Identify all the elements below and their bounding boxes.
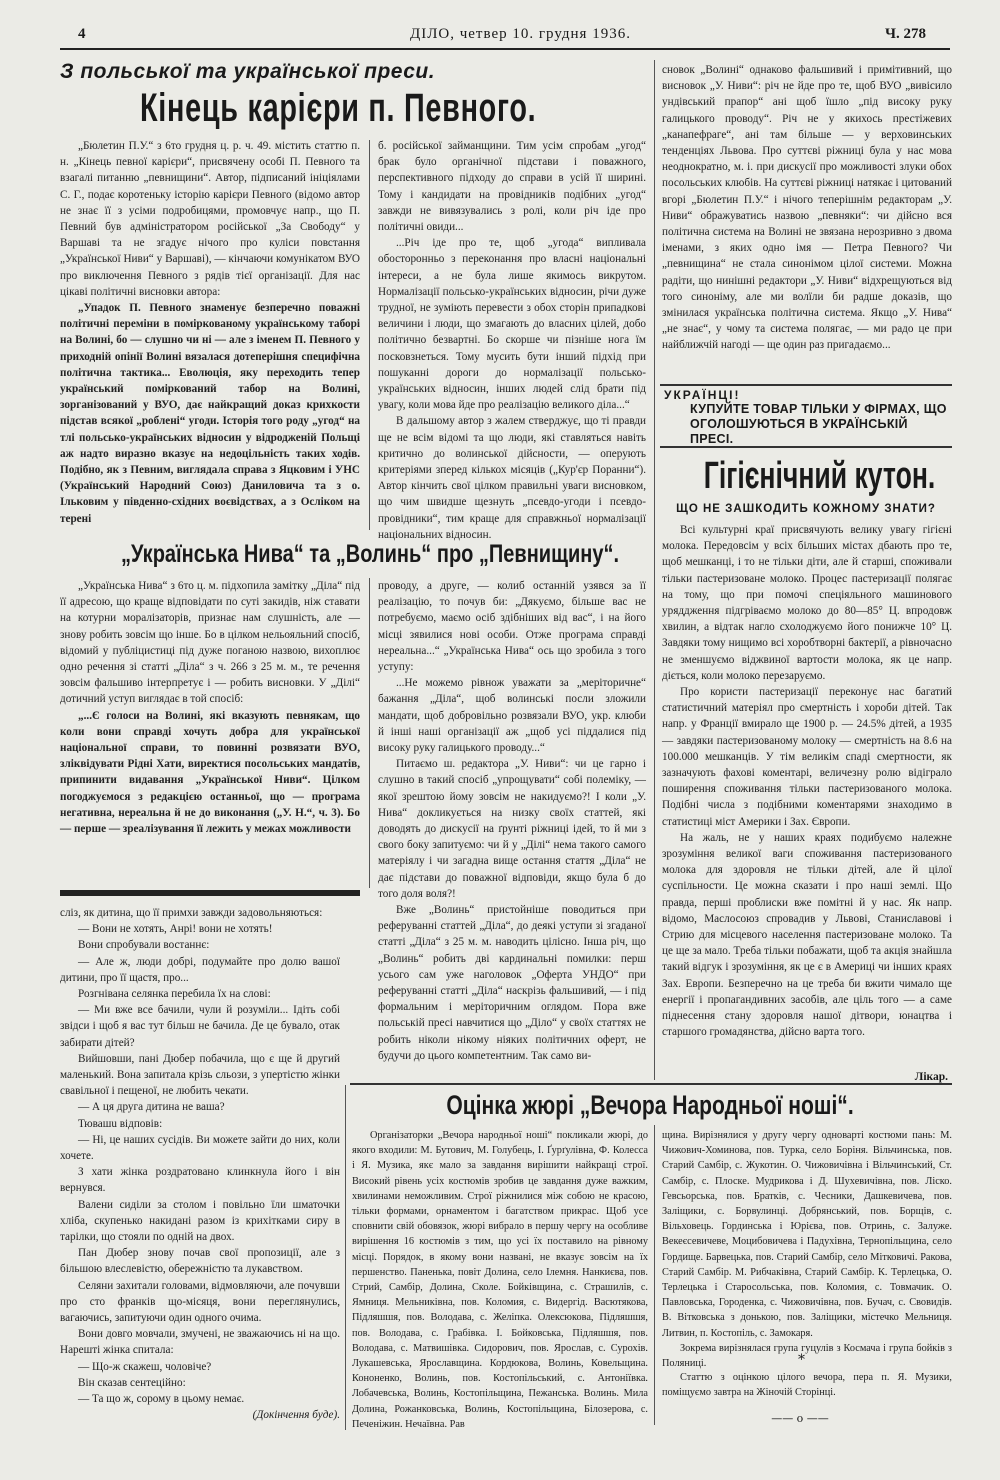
article3-subhead: ЩО НЕ ЗАШКОДИТЬ КОЖНОМУ ЗНАТИ?	[676, 503, 936, 515]
story-paragraph: Пан Дюбер знову почав свої пропозиції, але з більшою влеслевістю, обережністю та лукавством.	[60, 1247, 340, 1276]
section-kicker: З польської та української преси.	[60, 60, 436, 83]
article3-paragraph: Про користи пастеризації переконує нас багатий статистичний матеріял про смертність і хороби дітей. Так напр. у Франції вмирало ще 1900 р. — 24.5% дітей, а 1935 — завдяки пастеризованому молоку — смертність на 8.6 на 100.000 мешканців. У тім великім спаді смертности, як зазначують фахові коментарі, величезну ролю відіграло поширення споживання тільки пастеризованого молока. Подібні числа з подібними коментарями знаходимо в статистиці міст Америки і Зах. Європи.	[662, 686, 952, 828]
article4-paragraph: Зокрема вирізнялася група гуцулів з Космача і група бойків з Поляниці.	[662, 1342, 952, 1370]
column-rule	[345, 1085, 346, 1430]
article1-paragraph: В дальшому автор з жалем стверджує, що ті правди ще не всім відомі та що люди, які ставляться навіть критично до волинської дійсности, — оперують критеріями зперед кількох місяців („Кур'єр Поранни“). Автор кінчить свої цілком правильні уваги висновком, що чим швидше щезнуть „псевдо-угоди і псевдо-провідники“, тим краще для справжньої нормалізації національних відносин.	[378, 415, 646, 541]
story-paragraph: Розгнівана селянка перебила їх на слові:	[78, 988, 271, 1001]
story-paragraph: сліз, як дитина, що її примхи завжди задовольняються:	[60, 907, 323, 919]
article2-paragraph: Питаємо ш. редактора „У. Ниви“: чи це гарно і слушно в такий спосіб „упрощувати“ собі полеміку, — якої зрештою йому зовсім не накидуємо?! І коли „У. Нива“ докликується на низку своїх статтей, які доводять до дискусії на ґрунті ріжниці ідей, то й ми з свого боку запитуємо: чи й у „Ділі“ нема такого самого матеріялу і чи загадна вище остання стаття „Діла“ не дає підстави до поважної відповіди, якщо була б до того доля воля?!	[378, 758, 646, 900]
article1-paragraph: „Бюлетин П.У.“ з 6то грудня ц. р. ч. 49. містить статтю п. н. „Кінець певної карієри“, присвячену особі П. Певного та взагалі питанню „певнищини“. Автор, підписаний ініціялами С. Г., подає коротеньку історію карієри Певного (відомо автор не знає її з усіми подробицями, промовчує напр., що П. Певний був адміністратором російської „За Свободу“ у Варшаві та не згадує нічого про куліси повстання „Української Ниви“ у Варшаві), — кінчаючи комунікатом ВУО про виключення Певного з рядів тієї організації. Для нас цікаві політичні висновки автора:	[60, 140, 360, 298]
article2-column-1	[60, 578, 360, 888]
story-paragraph: Вони довго мовчали, змучені, не зважаючись ні на що. Нарешті жінка спитала:	[60, 1328, 340, 1357]
article3-signoff: Лікар.	[914, 1071, 948, 1083]
column-rule	[369, 140, 370, 530]
article4-note-text: Статтю з оцінкою цілого вечора, пера п. Я. Музики, поміщуємо завтра на Жіночій Сторінці.	[662, 1372, 952, 1399]
article4-column-1	[352, 1128, 648, 1428]
story-column	[60, 905, 340, 1430]
story-paragraph: — Ні, це наших сусідів. Ви можете зайти до них, коли хочете.	[60, 1133, 340, 1163]
article3-paragraph: Всі культурні краї присвячують велику увагу гігієні молока. Передовсім у всіх більших містах дбають про те, щоб мешканці, і то не тільки діти, але й старші, споживали тільки пастеризоване молоко. Процес пастеризації полягає на тому, що при помочі спеціяльного машинового уряддження підгріваємо молоко до 80—85° Ц. впродовж хвилин, а відтак нагло схолоджуємо його понижче 10° Ц. Завдяки тому нищимо всі хоробтворні бактерії, а рівночасно не зменшуємо віджвиної вартости молока, як це напр. діється, коли молоко перезаруємо.	[662, 524, 952, 682]
article4-note	[662, 1370, 952, 1410]
article2-paragraph: ...Не можемо рівнож уважати за „меріторичне“ бажання „Діла“, щоб волинські посли зложили мандати, щоб добровільно розвязали ВУО, укр. клюби й інші наші організації аж „щоб усі піддалися під високу руку галицького проводу...“	[378, 677, 646, 755]
article1-column-2	[378, 138, 646, 541]
story-paragraph: — Що-ж скажеш, чоловіче?	[78, 1360, 212, 1373]
story-continuation-note: (Докінчення буде).	[252, 1409, 340, 1422]
article2-headline: „Українська Нива“ та „Волинь“ про „Певнищину“.	[121, 540, 620, 568]
article3-body	[662, 522, 952, 1072]
section-divider	[60, 890, 360, 896]
article2-quote: „...Є голоси на Волині, які вказують певнякам, що коли вони справді хочуть добра для української національної справи, то повинні розвязати ВУО, зліквідувати Рідні Хати, виректися посольських мандатів, припинити видавання „Української Ниви“. Цілком погоджуємося з редакцією останньої, що — програма негативна, нереальна й не до виконання („У. Н.“, ч. 3). Бо — перше — зреалізування її лежить у межах можливости	[60, 709, 360, 836]
story-paragraph: З хати жінка роздратовано клинкнула його і він вернувся.	[60, 1166, 340, 1195]
story-paragraph: — Та що ж, сорому в цьому немає.	[78, 1393, 245, 1406]
section-divider	[350, 1083, 952, 1085]
article2-paragraph: Вже „Волинь“ пристойніше поводиться при реферуванні статтей „Діла“, до деякі уступи зі згаданої статті „Діла“ з 25 м. м. наводить цілісно. Інша річ, що „Волинь“ робить дві кардинальні помилки: перш усього сам уже наголовок „Оферта УНДО“ при реферуванні статті „Діла“ наскрізь фальшивий, — і під формальним і меріторичним оглядом. Пора вже польській пресі навчитися що „Діло“ у своїх статтях не робить ніколи нікому ніяких політичних оферт, не будучи до цього компетентним. Так само ви-	[378, 904, 646, 1062]
asterism: *	[798, 1352, 805, 1368]
story-paragraph: Валени сиділи за столом і повільно їли шматочки хліба, скупенько накидані разом із крихітками сиру в тарілки, що стояли по одній на двох.	[60, 1198, 340, 1244]
column-rule	[369, 578, 370, 888]
story-paragraph: Селяни захитали головами, відмовляючи, але почувши про сто франків що-місяця, вони переглянулись, вагаючись, запитуючи один одного очима.	[60, 1279, 340, 1325]
article1-paragraph: ...Річ іде про те, щоб „угода“ випливала обосторонньо з переконання про власні національні інтереси, а не була лише якимось викрутом. Нормалізації польсько-українських відносин, річи дуже трудної, не зуміють перевести з обох сторін припадкові величини і люди, що змагають до власних цілей, добо політично безвартні. Бо скорше чи пізніше нога їм посковзнеться. Тому мусить бути інший підхід при пошуканні дороги до нормалізації польсько-українських відносин, інших людей слід брати під увагу, коли мова йде про реалізацію великого діла...“	[378, 237, 646, 412]
article4-headline: Оцінка жюрі „Вечора Народньої ноші“.	[446, 1090, 854, 1120]
ad-lead: УКРАЇНЦІ!	[664, 388, 741, 402]
story-paragraph: Вони спробували востаннє:	[78, 939, 210, 952]
story-paragraph: — Вони не хотять, Анрі! вони не хотять!	[78, 923, 273, 936]
article1-quote: „Упадок П. Певного знаменує безперечно поважні політичні переміни в поміркованому українському таборі на Волині, бо — слушно чи ні — але з іменем П. Певного у приходній опінії Волині вязалася дотеперішня специфічна політична тактика... Еволюція, яку переходить тепер український поміркований табор на Волині, зорганізований у ВУО, дає найкращий доказ крихкости підстав всякої „роблені“ угоди. Історія того роду „угод“ на тлі польсько-українських відносин у відродженій Польщі аж надто виразно вказує на недоцільність таких ходів. Подібно, як з Певним, виглядала справа з Яцковим і УНС (Український Народний Союз) Даниловича та з о. Ільковим у південно-східних воєвідствах, а з Осліком на терені	[60, 302, 360, 525]
story-paragraph: Вийшовши, пані Дюбер побачила, що є ще й другий маленький. Вона запитала крізь сльози, з упертістю жінки свавільної і пещеної, не любить чекати.	[60, 1052, 340, 1098]
article3-paragraph: На жаль, не у наших краях подибуємо належне зрозуміння великої ваги споживання пастеризованого молока для здоровля не тільки дітей, але й цілої суспільности. Це можна сказати і про наші землі. Що правда, перші проблиски вже помітні й у нас. Як напр. відомо, Маслосоюз спровадив у Львові, Станиславові і Стрию для місцевого населення пастеризоване молоко. Та це ще за мало. Треба тільки побажати, щоб та акція знайшла такий відгук і зрозуміння, як це є в Америці чи інших краях Зах. Европи. Безперечно на це треба би вжити чимало ще енергії і пропагандивних засобів, але ціль того — а саме піднесення стану здоровля нашої дітвори, юнацтва і старшого громадянства, дійсно варта того.	[662, 831, 952, 1039]
article1-paragraph: сновок „Волині“ однаково фальшивий і примітивний, що висновок „У. Ниви“: річ не йде про те, щоб ВУО „вивісило ундівський прапор“ ані щоб їшло „під високу руку галицького проводу“. Річ не у якихось престіжевих „канапефраге“, ані там більше — у верховинських тенденціях Львова. Про суттєві ріжниці була у нас мова неоднократно, м. і. при дискусії про можливості злуки обох посольських клюбів. На суттєві ріжниці натякає і цитований вгорі „Бюлетин П.У.“ і нічого теперішнім редакторам „У. Ниви“ ображуватись назвою „певняки“: чи дійсно вся політична система на Волині не звязана нерозривно з двома іменами, з яких одно імя — Петра Певного? Чи „певнищина“ не стала синонімом цілої системи. Можна радіти, що нинішні редактори „У. Ниви“ відхрещуються від того синоніму, але ми волїли би радше доказів, що змінилася українська політична система. Якщо „У. Нива“ „не знає“, у чому та система полягає, — ми радо це при найближчій нагоді — ще один раз пригадаємо...	[662, 64, 952, 352]
article1-headline: Кінець карієри п. Певного.	[140, 86, 537, 130]
story-paragraph: — Ми вже все бачили, чули й розуміли... Ідіть собі звідси і щоб я вас тут більш не бачила. Де це бувало, отак забирати дітей?	[60, 1004, 340, 1049]
story-paragraph: — А ця друга дитина не ваша?	[78, 1101, 225, 1114]
story-paragraph: — Але ж, люди добрі, подумайте про долю вашої дитини, про її щастя, про...	[60, 955, 340, 984]
article4-column-2	[662, 1128, 952, 1370]
article1-column-3	[662, 62, 952, 377]
article2-paragraph: проводу, а друге, — колиб останній узявся за її реалізацію, то почув би: „Дякуємо, більше вас не потребуємо, маємо осіб здібніших від вас“, і на його місці зявилися нові особи. Отже програма справді нереальна...“ „Українська Нива“ ось що зробила з того уступу:	[378, 580, 646, 674]
column-rule	[654, 1125, 655, 1425]
article2-column-2	[378, 578, 646, 1078]
article4-paragraph: Організаторки „Вечора народньої ноші“ покликали жюрі, до якого входили: М. Бутович, М. Голубець, І. Ґурґулівна, Ф. Колесса і Я. Музика, якє мало за завдання вирішити найкращі строї. Високий рівень усіх костюмів зробив це завдання дуже важким, хвилинами неможливим. Строї ріжнилися між собою не красою, тільки формами, орнаментом і багатством прикрас. Щоб усе сповнити свій обовязок, жюрі вибрало в першу чергу на особливе вирішення 16 костюмів з тим, що усі їх поставило на рівному місці. Порядок, в якому вони названі, не вказує зовсім на їх першенство. Паненька, повіт Долина, село Ілемня. Нанкиєва, пов. Стрий, Самбір, Долина, Сколе. Бойківщина, с. Страшилів, с. Ямниця. Мельниківна, пов. Коломия, с. Видергід. Васютякова, Підляшшя, пов. Володава, с. Желіпка. Олексюкова, Підляшшя, пов. Володава, с. Грабівка. І. Бойковська, Підляшшя, пов. Володава, с. Матвишівка. Сидорович, пов. Ярослав, с. Сурохів. Лукашевська, Ярославщина. Кордюкова, Волинь, Ковельщина. Кононенко, Волинь, пов. Костопільський, с. Антоніївка. Лобачевська, Волинь, Костопільщина, Пежанська. Волинь. Мила Долина, Рожанковська, Волинь, Костопільщина, Білозерова, с. Печеніжин. Нечаївна. Рав	[352, 1130, 648, 1430]
issue-number: Ч. 278	[884, 26, 926, 42]
page-number: 4	[78, 26, 86, 42]
ad-text: КУПУЙТЕ ТОВАР ТІЛЬКИ У ФІРМАХ, ЩО ОГОЛОШУЮТЬСЯ В УКРАЇНСЬКІЙ ПРЕСІ.	[690, 402, 947, 446]
article3-headline: Гігієнічний кутон.	[703, 455, 936, 497]
article1-column-1	[60, 138, 360, 533]
article2-paragraph: „Українська Нива“ з 6то ц. м. підхопила замітку „Діла“ під її адресою, що краще відповідати по суті закидів, ніж ставати на котурни моралізаторів, признає нам слушність, але — знову робить зовсім що інше. Бо в цілком нельояльний спосіб, відомий у публіцистиці під дуже поганою назвою, вихоплює одно речення зі статті „Діла“ з ч. 266 з 25 м. м., те речення зовсім фальшиво інтерпретує і — робить висновки. У „Ділі“ дотичний уступ виглядає в той спосіб:	[60, 580, 360, 706]
article1-paragraph: б. російської займанщини. Тим усім спробам „угод“ брак було органічної підстави і поважного, перспективного підходу до справи в усій її ширині. Тому і кандидати на провідників подібних „угод“ завжди не вивязувались з ролі, коли річ іде про політичні овиди...	[378, 140, 646, 234]
story-paragraph: Тювашu відповів:	[78, 1117, 163, 1130]
column-rule	[654, 60, 655, 1080]
article4-paragraph: щина. Вирізнялися у другу чергу одноварті костюми пань: М. Чижович-Хоминова, пов. Турка, село Боріня. Вільчинська, пов. Старий Самбір, с. Жукотин. О. Чижовичівна і Вільчинський, Ст. Самбір, с. Плоске. Мудрикова і Д. Шухевичівна, пов. Ліско. Гевсьорська, пов. Братків, с. Чесники, Дашкевичева, пов. Заліщики, с. Борвулинці. Добрянський, пов. Борщів, с. Вільховець. Гординська і Юрієва, пов. Отринь, с. Залуже. Векеєсевичеве, Моцибовичева і Падухівна, Тернопільщина, село Гордище. Барвецька, пов. Старий Самбір, село Мітковичі. Ракова, Старий Самбір. М. Рибчаківна, Старий Самбір. К. Терлецька, О. Терлецька і Старосольська, пов. Коломия, с. Товмачик. О. Павловська, Городенка, с. Чижовичівна, пов. Бучач, с. Свовидів. В. Вітковська з донькою, пов. Заліщики, містечко Мельниця. Литвин, п. Костопіль, с. Замокаря.	[662, 1130, 952, 1339]
advertisement-box	[660, 384, 952, 448]
end-mark: —— о ——	[771, 1412, 829, 1425]
story-paragraph: Він сказав сентеційно:	[78, 1376, 186, 1389]
page-header	[60, 24, 950, 50]
masthead-date: ДІЛО, четвер 10. грудня 1936.	[410, 26, 631, 42]
